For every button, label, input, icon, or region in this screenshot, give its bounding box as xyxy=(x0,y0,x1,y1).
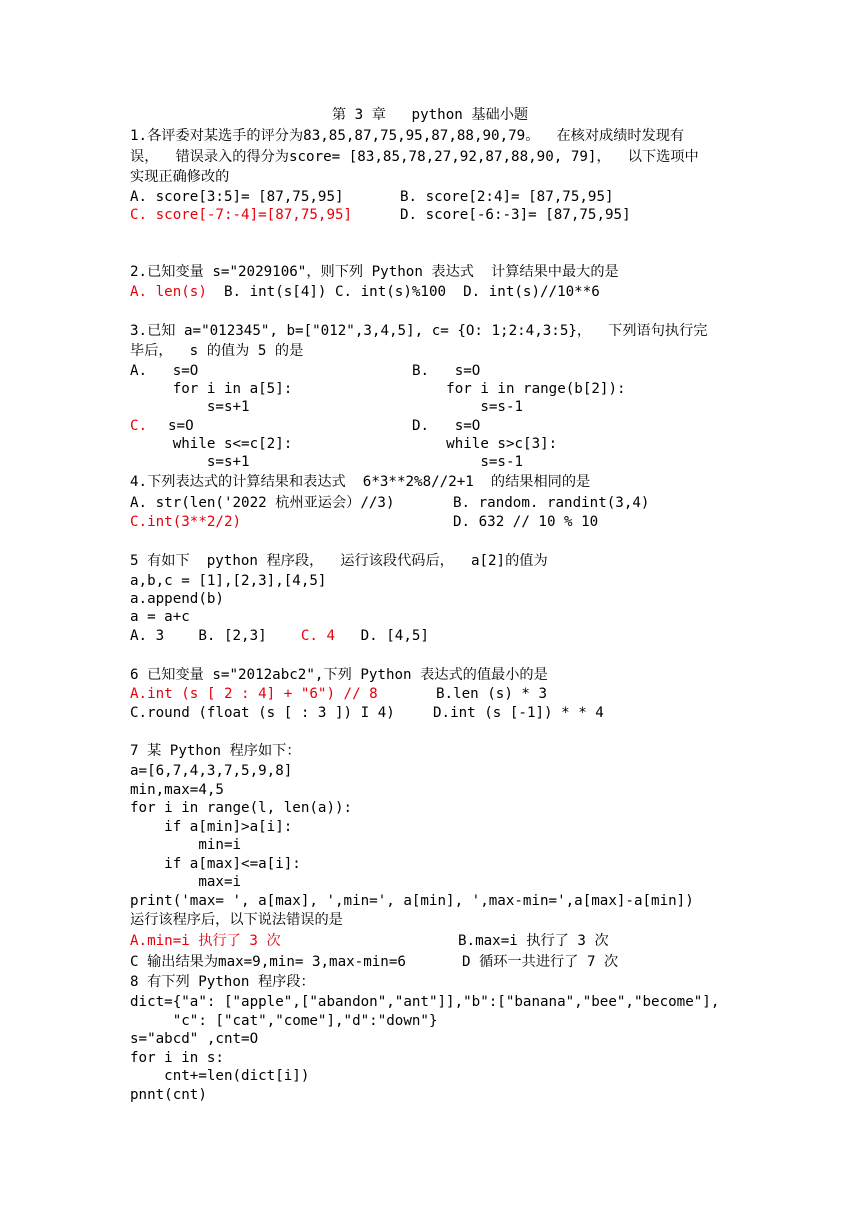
q5-options xyxy=(130,627,429,645)
q6-option-b: B.len (s) * 3 xyxy=(436,686,548,702)
q2-options-rest: B. int(s[4]) C. int(s)%100 D. int(s)//10**6 xyxy=(206,284,600,300)
q2-option-a-answer: A. len(s) xyxy=(130,284,207,300)
q3-option-c-label-answer: C. xyxy=(130,418,148,434)
q4-option-b: B. random. randint(3,4) xyxy=(453,495,650,511)
q6-stem: 6 已知变量 s="2012abc2",下列 Python 表达式的值最小的是 xyxy=(130,667,548,683)
q4-stem: 4.下列表达式的计算结果和表达式 6*3**2%8//2+1 的结果相同的是 xyxy=(130,474,591,490)
q3-stem-line-1: 3.已知 a="012345", b=["012",3,4,5], c= {O: 1;2:4,3:5}， 下列语句执行完 xyxy=(130,323,708,339)
q3-option-d-line-1: D. s=O xyxy=(412,418,481,434)
q5-code-line-1: a,b,c = [1],[2,3],[4,5] xyxy=(130,573,327,589)
q4-option-c-answer: C.int(3**2/2) xyxy=(130,514,242,530)
q2-options xyxy=(130,283,600,301)
q7-option-d: D 循环一共进行了 7 次 xyxy=(462,954,619,970)
q1-option-d: D. score[-6:-3]= [87,75,95] xyxy=(400,207,631,223)
q1-option-a: A. score[3:5]= [87,75,95] xyxy=(130,189,344,205)
q8-code-line-2: "c": ["cat","come"],"d":"down"} xyxy=(130,1013,438,1029)
q5-options-ab: A. 3 B. [2,3] xyxy=(130,628,301,644)
q3-option-b-line-3: s=s-1 xyxy=(412,399,524,415)
q3-option-c-line-3: s=s+1 xyxy=(130,454,250,470)
q5-option-d: D. [4,5] xyxy=(335,628,429,644)
q7-option-c: C 输出结果为max=9,min= 3,max-min=6 xyxy=(130,954,406,970)
q3-option-d-line-2: while s>c[3]: xyxy=(412,436,558,452)
q3-option-b-line-1: B. s=O xyxy=(412,363,481,379)
q7-after-text: 运行该程序后，以下说法错误的是 xyxy=(130,912,343,928)
q3-option-d-line-3: s=s-1 xyxy=(412,454,524,470)
q8-code-line-1: dict={"a": ["apple",["abandon","ant"]],"b":["banana","bee","become"], xyxy=(130,994,720,1010)
q7-code-line-8: print('max= ', a[max], ',min=', a[min], ',max-min=',a[max]-a[min]) xyxy=(130,893,694,909)
q7-code-line-5: min=i xyxy=(130,837,242,853)
q8-stem: 8 有下列 Python 程序段： xyxy=(130,974,315,990)
q4-option-a: A. str(len('2022 杭州亚运会）//3) xyxy=(130,495,395,511)
q7-code-line-3: for i in range(l, len(a)): xyxy=(130,800,353,816)
q3-stem-line-2: 毕后， s 的值为 5 的是 xyxy=(130,343,304,359)
q3-option-a-line-1: A. s=O xyxy=(130,363,199,379)
q3-option-b-line-2: for i in range(b[2]): xyxy=(412,381,626,397)
q6-option-d: D.int (s [-1]) * * 4 xyxy=(433,705,604,721)
q3-option-a-line-3: s=s+1 xyxy=(130,399,250,415)
q6-option-a-answer: A.int (s [ 2 : 4] + "6") // 8 xyxy=(130,686,378,702)
q5-option-c-answer: C. 4 xyxy=(300,628,336,644)
q1-stem-line-1: 1.各评委对某选手的评分为83,85,87,75,95,87,88,90,79。 在核对成绩时发现有 xyxy=(130,128,685,144)
q8-code-line-6: pnnt(cnt) xyxy=(130,1087,207,1103)
q7-code-line-2: min,max=4,5 xyxy=(130,782,224,798)
q1-stem-line-2: 误， 错误录入的得分为score= [83,85,78,27,92,87,88,90, 79]， 以下选项中 xyxy=(130,149,699,165)
chapter-title: 第 3 章 python 基础小题 xyxy=(331,107,529,123)
q2-stem: 2.已知变量 s="2029106"，则下列 Python 表达式 计算结果中最大的是 xyxy=(130,264,619,280)
q7-option-b: B.max=i 执行了 3 次 xyxy=(458,933,609,949)
q7-code-line-1: a=[6,7,4,3,7,5,9,8] xyxy=(130,763,293,779)
q7-code-line-4: if a[min]>a[i]: xyxy=(130,819,293,835)
q7-code-line-7: max=i xyxy=(130,874,242,890)
q3-option-a-line-2: for i in a[5]: xyxy=(130,381,293,397)
q7-stem: 7 某 Python 程序如下： xyxy=(130,743,301,759)
q1-option-b: B. score[2:4]= [87,75,95] xyxy=(400,189,614,205)
q8-code-line-4: for i in s: xyxy=(130,1050,224,1066)
q7-option-a-answer: A.min=i 执行了 3 次 xyxy=(130,933,281,949)
q7-code-line-6: if a[max]<=a[i]: xyxy=(130,856,301,872)
q5-code-line-3: a = a+c xyxy=(130,609,190,625)
q6-option-c: C.round (float (s [ : 3 ]) I 4) xyxy=(130,705,395,721)
q8-code-line-3: s="abcd" ,cnt=O xyxy=(130,1031,259,1047)
q3-option-c-line-1: s=O xyxy=(168,418,194,434)
q4-option-d: D. 632 // 10 % 10 xyxy=(453,514,599,530)
q1-stem-line-3: 实现正确修改的 xyxy=(130,169,230,185)
q5-code-line-2: a.append(b) xyxy=(130,591,224,607)
q3-option-c-line-2: while s<=c[2]: xyxy=(130,436,293,452)
q8-code-line-5: cnt+=len(dict[i]) xyxy=(130,1068,310,1084)
q5-stem: 5 有如下 python 程序段， 运行该段代码后， a[2]的值为 xyxy=(130,553,548,569)
q1-option-c-answer: C. score[-7:-4]=[87,75,95] xyxy=(130,207,353,223)
